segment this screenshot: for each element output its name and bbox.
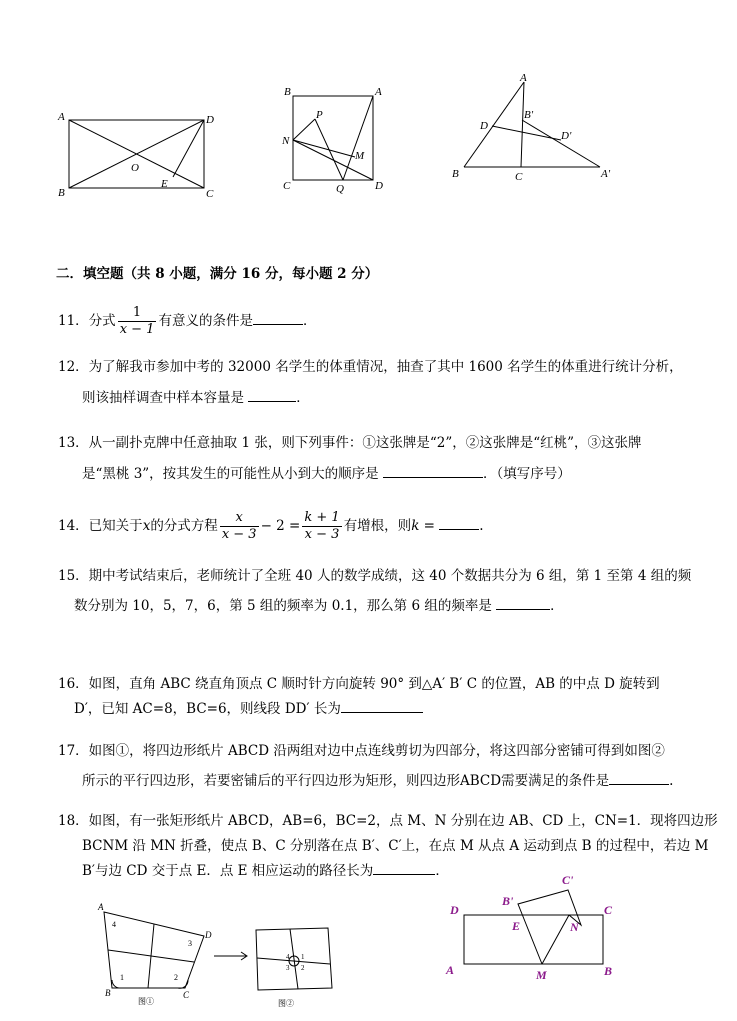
question-16-line2 bbox=[74, 698, 423, 719]
label-a: A bbox=[58, 111, 65, 123]
q17-end: . bbox=[669, 773, 674, 789]
label-p: P bbox=[316, 109, 323, 121]
label-a: A bbox=[375, 86, 382, 98]
q14-f1-num: x bbox=[220, 510, 259, 527]
angle-arc-1 bbox=[112, 980, 119, 988]
fig1-caption: 图① bbox=[138, 997, 154, 1006]
label-b: B bbox=[452, 168, 459, 180]
q15-line2-text: 数分别为 10，5，7，6，第 5 组的频率为 0.1，那么第 6 组的频率是 bbox=[74, 598, 492, 614]
label-e: E bbox=[512, 919, 521, 933]
label-o: O bbox=[131, 162, 139, 174]
label-n: N bbox=[570, 920, 579, 934]
q11-frac-den: x − 1 bbox=[119, 322, 155, 337]
q14-var-k: k bbox=[411, 518, 420, 534]
angle-1: 1 bbox=[301, 953, 305, 961]
q15-end: ． bbox=[550, 598, 564, 614]
label-b-prime: B' bbox=[524, 109, 534, 121]
figure-fold bbox=[440, 868, 620, 983]
q14-var-x: x bbox=[142, 518, 151, 534]
q14-pre: 14．已知关于 bbox=[58, 518, 143, 534]
seg-ab bbox=[464, 82, 524, 167]
q14-end: . bbox=[479, 518, 484, 534]
q14-answer-blank[interactable] bbox=[439, 515, 479, 530]
q14-post: 有增根，则 bbox=[343, 518, 412, 534]
label-m: M bbox=[355, 150, 365, 162]
q13-line2-text: 是“黑桃 3”，按其发生的可能性从小到大的顺序是 bbox=[82, 466, 379, 482]
label-e: E bbox=[161, 178, 168, 190]
seg-de bbox=[173, 120, 204, 177]
q16-answer-blank[interactable] bbox=[341, 698, 423, 713]
label-q: Q bbox=[336, 183, 344, 195]
question-18-line1: 18．如图，有一张矩形纸片 ABCD，AB=6，BC=2，点 M、N 分别在边 AB、CD 上，CN=1．现将四边形 bbox=[58, 813, 718, 829]
label-c: C bbox=[604, 903, 613, 917]
seg-np bbox=[293, 119, 315, 140]
q13-end: ．（填写序号） bbox=[482, 466, 571, 482]
question-18-line3 bbox=[82, 860, 449, 881]
angle-3: 3 bbox=[188, 939, 192, 948]
question-11 bbox=[58, 305, 316, 338]
question-15-line1: 15．期中考试结束后，老师统计了全班 40 人的数学成绩，这 40 个数据共分为 6 组，第 1 至第 4 组的频 bbox=[58, 568, 692, 584]
seg-nm bbox=[293, 140, 355, 157]
angle-arc-2 bbox=[178, 980, 188, 988]
label-c: C bbox=[283, 180, 291, 192]
figure-square bbox=[280, 82, 390, 197]
q14-f2-num: k + 1 bbox=[304, 510, 340, 525]
label-d-prime: D' bbox=[561, 130, 572, 142]
label-d: D bbox=[205, 930, 212, 940]
q18-answer-blank[interactable] bbox=[373, 860, 435, 875]
figure-rotated-triangle bbox=[448, 70, 623, 185]
question-17-line1: 17．如图①，将四边形纸片 ABCD 沿两组对边中点连线剪切为四部分，将这四部分密铺可得到如图② bbox=[58, 743, 665, 759]
question-17-line2 bbox=[82, 770, 673, 791]
label-m: M bbox=[536, 968, 547, 982]
label-n: N bbox=[282, 135, 290, 147]
angle-2: 2 bbox=[301, 964, 305, 972]
arrow-right bbox=[212, 950, 250, 962]
seg-ac bbox=[521, 82, 524, 167]
label-b: B bbox=[284, 86, 291, 98]
q18-end: ． bbox=[435, 863, 449, 879]
label-d: D bbox=[375, 180, 383, 192]
label-c: C bbox=[183, 990, 190, 1000]
label-c: C bbox=[515, 171, 523, 183]
q14-fraction-right bbox=[302, 510, 341, 543]
label-b: B bbox=[604, 964, 613, 978]
label-b: B bbox=[105, 988, 111, 998]
quad-abcd bbox=[104, 912, 204, 988]
q13-answer-blank[interactable] bbox=[383, 463, 483, 478]
question-16-line1: 16．如图，直角 ABC 绕直角顶点 C 顺时针方向旋转 90° 到△A′ B′ C 的位置，AB 的中点 D 旋转到 bbox=[58, 676, 660, 692]
question-13-line2 bbox=[82, 463, 571, 484]
q11-post: 有意义的条件是 bbox=[158, 313, 253, 329]
square-bacd bbox=[293, 96, 373, 180]
question-14 bbox=[58, 510, 484, 543]
q14-mid: 的分式方程 bbox=[150, 518, 218, 534]
q16-line2-text: D′，已知 AC=8，BC=6，则线段 DD′ 长为 bbox=[74, 701, 341, 717]
q17-line2-text: 所示的平行四边形，若要密铺后的平行四边形为矩形，则四边形ABCD需要满足的条件是 bbox=[82, 773, 610, 789]
figure-quadrilateral bbox=[92, 900, 222, 1012]
label-a: A bbox=[98, 902, 104, 912]
figure-rectangle bbox=[55, 108, 225, 203]
q11-number: 11． bbox=[58, 313, 89, 329]
seg-dd1 bbox=[492, 126, 561, 140]
q12-line2-text: 则该抽样调查中样本容量是 bbox=[82, 390, 244, 406]
seg-mn bbox=[542, 915, 569, 964]
q14-f1-den: x − 3 bbox=[221, 527, 257, 542]
q11-frac-num: 1 bbox=[118, 305, 157, 322]
label-b: B bbox=[58, 187, 65, 199]
angle-2: 2 bbox=[174, 973, 178, 982]
q14-fraction-left bbox=[220, 510, 259, 543]
label-d: D bbox=[206, 114, 214, 126]
question-13-line1: 13．从一副扑克牌中任意抽取 1 张，则下列事件：①这张牌是“2”，②这张牌是“红桃”，③这张牌 bbox=[58, 435, 642, 451]
q11-end: ． bbox=[302, 313, 317, 329]
q11-answer-blank[interactable] bbox=[253, 310, 303, 325]
label-d: D bbox=[450, 903, 459, 917]
label-a-prime: A' bbox=[601, 168, 611, 180]
label-c: C bbox=[206, 188, 214, 200]
question-12-line1: 12．为了解我市参加中考的 32000 名学生的体重情况，抽查了其中 1600 名学生的体重进行统计分析， bbox=[58, 359, 683, 375]
label-a: A bbox=[520, 72, 527, 84]
cut-1 bbox=[290, 929, 298, 989]
fig2-caption: 图② bbox=[278, 999, 294, 1008]
angle-4: 4 bbox=[286, 953, 290, 961]
rect-abcd bbox=[464, 915, 603, 964]
label-c-prime: C' bbox=[562, 873, 574, 887]
seg-b1a1 bbox=[522, 120, 600, 167]
angle-1: 1 bbox=[120, 973, 124, 982]
q18-line3-text: B′与边 CD 交于点 E．点 E 相应运动的路径长为 bbox=[82, 863, 374, 879]
label-d: D bbox=[480, 120, 488, 132]
q14-minus: − 2 = bbox=[260, 518, 301, 534]
q12-end: ． bbox=[296, 390, 310, 406]
q14-eq: = bbox=[419, 518, 440, 534]
angle-4: 4 bbox=[112, 920, 116, 929]
section-title: 二．填空题（共 8 小题，满分 16 分，每小题 2 分） bbox=[56, 266, 379, 282]
label-b-prime: B' bbox=[502, 894, 514, 908]
question-18-line2: BCNM 沿 MN 折叠，使点 B、C 分别落在点 B′、C′上，在点 M 从点 A 运动到点 B 的过程中，若边 M bbox=[82, 838, 709, 854]
question-15-line2 bbox=[74, 595, 564, 616]
label-a: A bbox=[446, 963, 455, 977]
angle-3: 3 bbox=[286, 964, 290, 972]
figure-parallelogram bbox=[248, 922, 340, 1014]
question-12-line2 bbox=[82, 387, 310, 408]
q14-f2-den: x − 3 bbox=[304, 527, 340, 542]
q11-pre: 分式 bbox=[88, 313, 116, 329]
q11-fraction bbox=[118, 305, 157, 338]
q12-answer-blank[interactable] bbox=[248, 387, 296, 402]
q17-answer-blank[interactable] bbox=[609, 770, 669, 785]
q15-answer-blank[interactable] bbox=[496, 595, 550, 610]
